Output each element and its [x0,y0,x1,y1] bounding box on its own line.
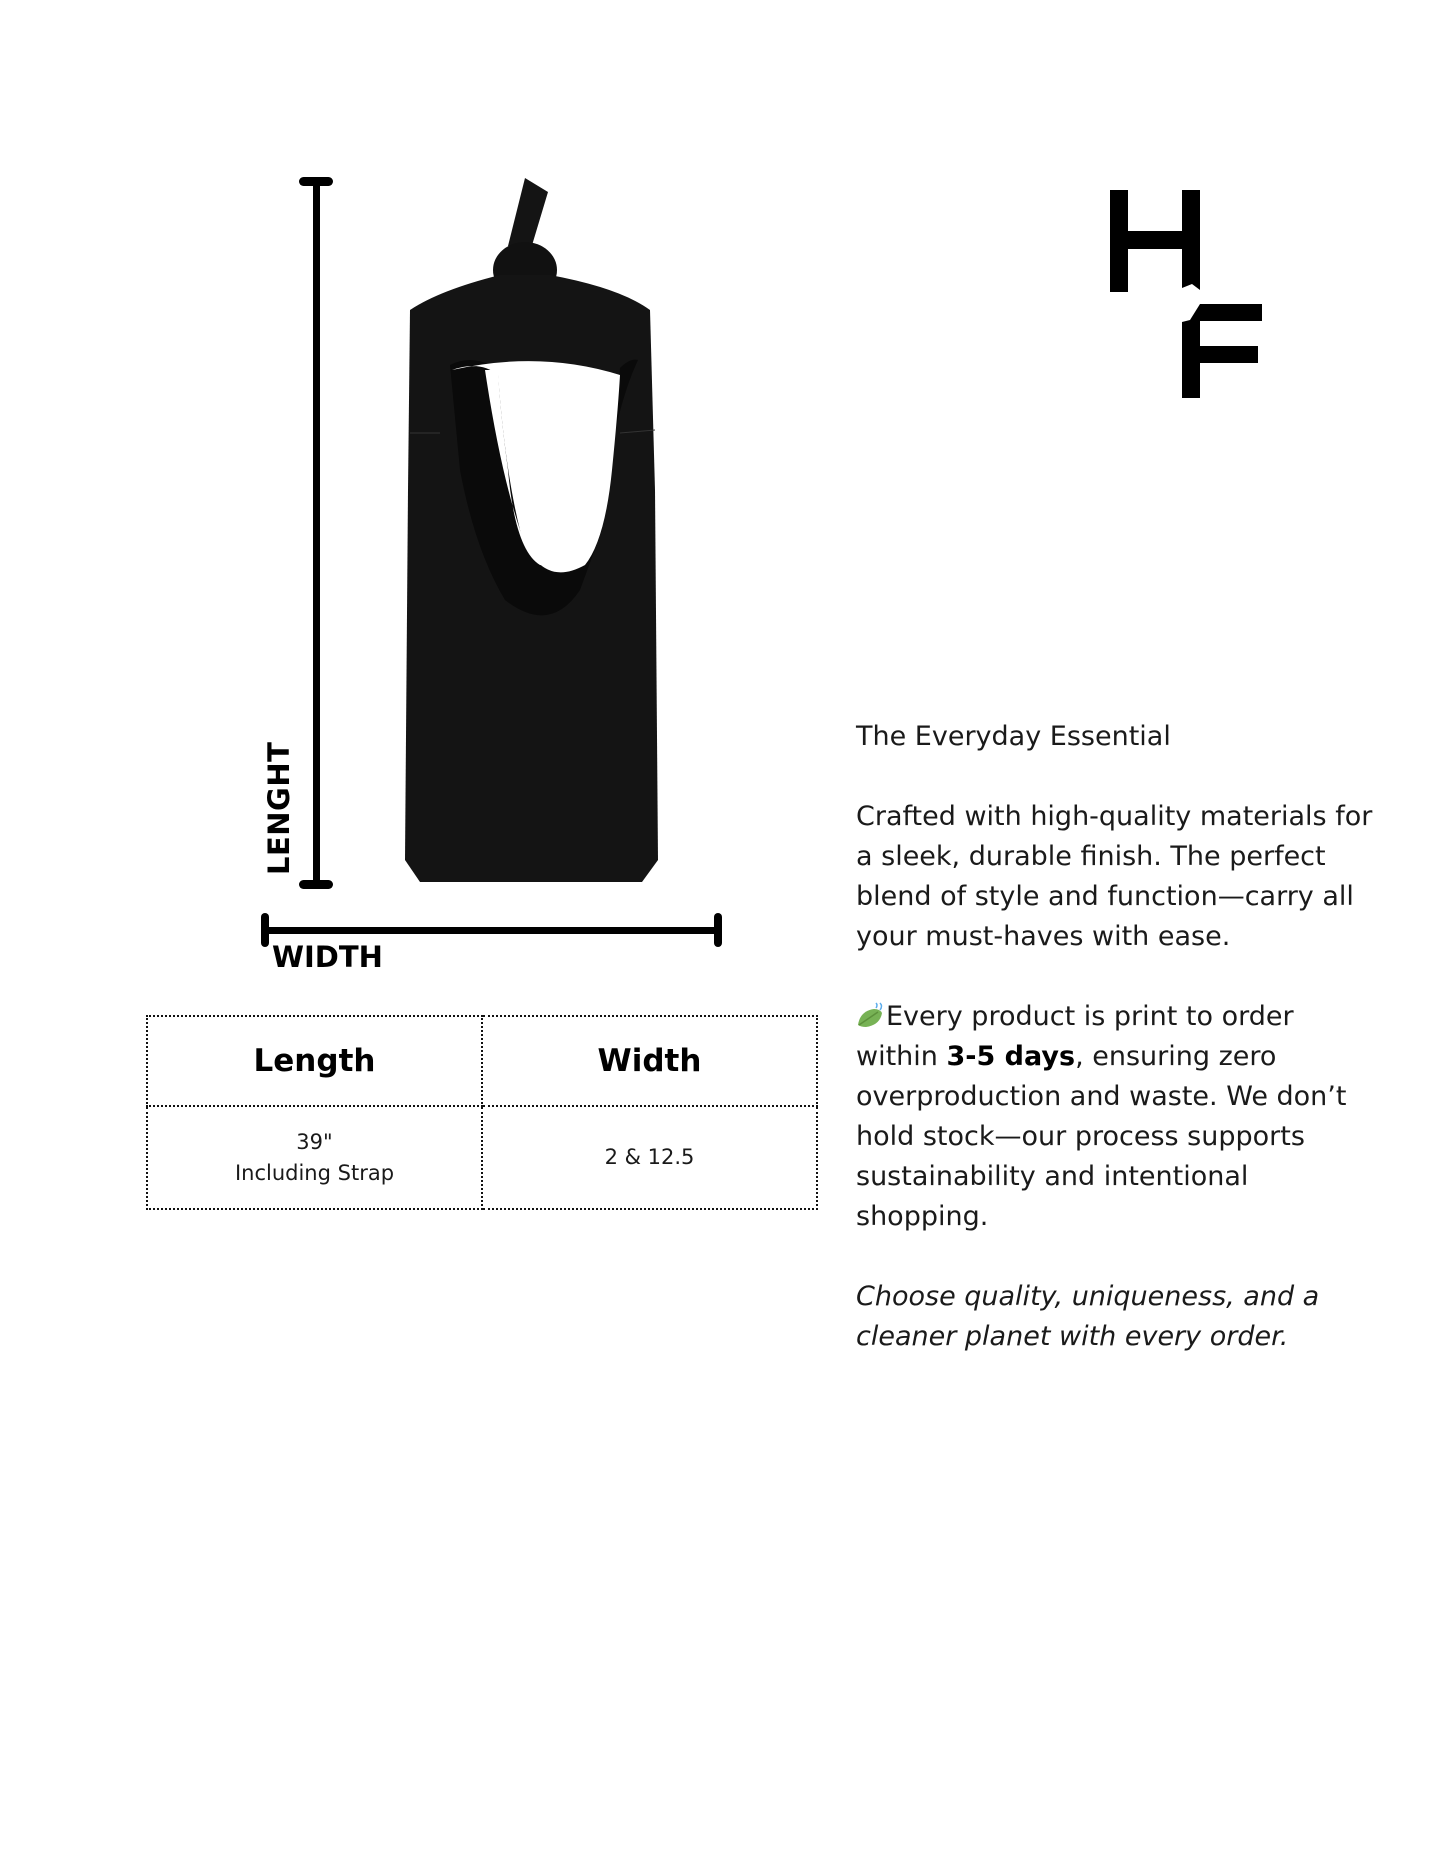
length-guide-line [313,180,320,886]
sustainability-text-start: Every product is print to order within [856,1001,1294,1072]
size-table-header-row [147,1016,817,1106]
product-tagline: The Everyday Essential [856,721,1171,752]
description-paragraph-sustainability [856,997,1376,1237]
length-value: 39" [296,1129,333,1154]
width-value: 2 & 12.5 [604,1145,695,1169]
length-guide-bottom-cap [299,880,333,889]
width-guide-line [263,927,721,934]
table-row [147,1106,817,1209]
closing-statement: Choose quality, uniqueness, and a cleaner planet with every order. [856,1281,1320,1352]
size-table-cell-length [147,1106,482,1209]
production-time-highlight: 3-5 days [946,1041,1076,1072]
length-guide-label: LENGHT [262,741,296,875]
size-table-cell-width [482,1106,817,1209]
size-table-header-length: Length [147,1016,482,1106]
product-description [856,717,1376,1397]
width-guide-label: WIDTH [272,940,383,974]
length-note: Including Strap [234,1160,395,1185]
width-guide-right-cap [714,913,722,947]
description-paragraph-quality: Crafted with high-quality materials for a sleek, durable finish. The perfect blend of style and function—carry all your must-haves with ease. [856,801,1373,952]
leaf-fluttering-in-wind-icon [856,1001,886,1029]
sustainability-text-end: , ensuring zero overproduction and waste. We don’t hold stock—our process supports sustainability and intentional shopping. [856,1041,1347,1232]
hf-brand-logo [1100,180,1270,400]
size-table-header-width: Width [482,1016,817,1106]
size-table [146,1015,818,1210]
tote-bag-image [380,170,680,890]
